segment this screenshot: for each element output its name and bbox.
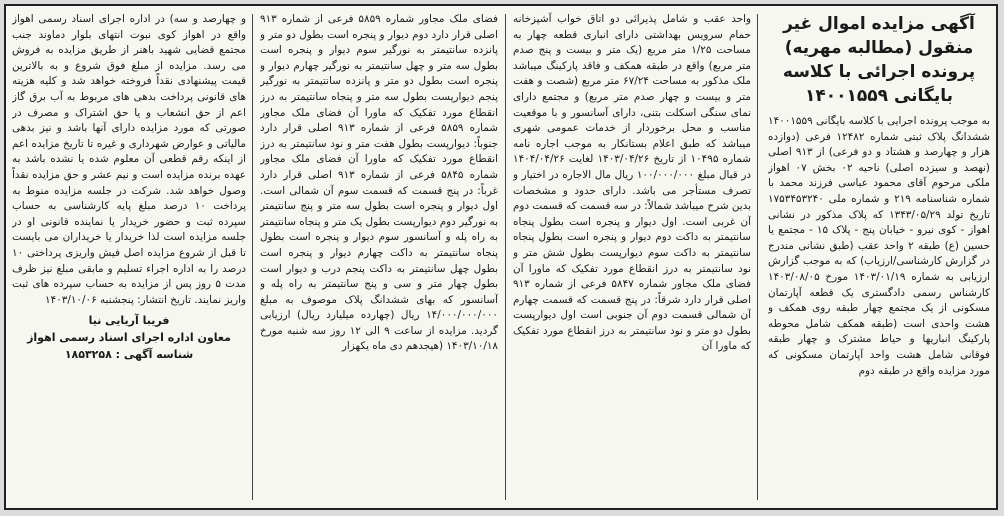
- column-3-text: فضای ملک مجاور شماره ۵۸۵۹ فرعی از شماره ۹۱۳ اصلی قرار دارد دوم دیوار و پنجره است بطول دو متر و پانزده سانتیمتر به نورگیر سوم دیوار و پنجره است بطول سه متر و چهل سانتیمتر به نورگیر چهارم دیوار و پنجره است بطول دو متر و پانزده سانتیمتر به نورگیر پنجم دیوارپست بطول سه متر و پنجاه سانتیمتر به درز انقطاع مورد تفکیک که ماورا آن فضای ملک مجاور شماره ۵۸۵۹ فرعی از شماره ۹۱۳ اصلی قرار دارد جنوباً: دیوارپست بطول هفت متر و نود سانتیمتر به درز انقطاع مورد تفکیک که ماورا آن فضای ملک مجاور شماره ۵۸۴۵ فرعی از شماره ۹۱۳ اصلی قرار دارد غرباً: در پنج قسمت که قسمت سوم آن شمالی است. اول دیوار و پنجره است بطول سه متر و پنج سانتیمتر به نورگیر دوم دیوارپست بطول یک متر و پنجاه سانتیمتر به راه پله و آسانسور سوم دیوار و پنجره است بطول پنجاه سانتیمتر به داکت چهارم دیوار و پنجره است بطول چهل سانتیمتر به داکت پنجم درب و دیوار است بطول چهار متر و سی و پنج سانتیمتر به راه پله و آسانسور که بهای ششدانگ پلاک موصوف به مبلغ ۱۴/۰۰۰/۰۰۰/۰۰۰ ریال (چهارده میلیارد ریال) ارزیابی گردید. مزایده از ساعت ۹ الی ۱۲ روز سه شنبه مورخ ۱۴۰۳/۱۰/۱۸ (هیجدهم دی ماه یکهزار: [260, 13, 498, 353]
- signer-title: معاون اداره اجرای اسناد رسمی اهواز: [27, 331, 231, 345]
- auction-notice: [4, 4, 998, 510]
- column-4-text: و چهارصد و سه) در اداره اجرای اسناد رسمی اهواز واقع در اهواز کوی نبوت انتهای بلوار دماوند جنب مجتمع قضایی شهید باهنر از طریق مزایده به فروش می رسد. مزایده از مبلغ فوق شروع و به بالاترین قیمت پیشنهادی نقداً فروخته خواهد شد و کلیه هزینه های قانونی پرداخت بدهی های مربوط به آب برق گاز اعم از حق انشعاب و یا حق اشتراک و مصرف در صورتی که مورد مزایده دارای آنها باشد و نیز بدهی مالیاتی و عوارض شهرداری و غیره تا تاریخ مزایده اعم از اینکه رقم قطعی آن معلوم شده یا نشده باشد به عهده برنده مزایده است و نیم عشر و حق مزایده نقداً وصول خواهد شد. شرکت در جلسه مزایده منوط به پرداخت ۱۰ درصد مبلغ پایه کارشناسی به حساب سپرده ثبت و حضور خریدار یا نماینده قانونی او در جلسه مزایده است لذا خریدار یا خریداران می بایست تا قبل از شروع مزایده اصل فیش واریزی پرداختی ۱۰ درصد را به اداره اجراء تسلیم و مابقی مبلغ نیز ظرف مدت ۵ روز پس از مزایده به حساب سپرده های ثبت واریز نمایند. تاریخ انتشار: پنجشنبه ۱۴۰۳/۱۰/۰۶: [12, 13, 246, 306]
- ad-id: شناسه آگهی : ۱۸۵۳۲۵۸: [64, 348, 194, 362]
- column-1: [768, 12, 990, 502]
- column-2-text: واحد عقب و شامل پذیرائی دو اتاق خواب آشپزخانه حمام سرویس بهداشتی دارای انباری قطعه چهار به مساحت ۱/۲۵ متر مربع (یک متر و بیست و پنج صدم متر مربع) واقع در طبقه همکف و فاقد پارکینگ میباشد ملک مذکور به مساحت ۶۷/۲۴ متر مربع (شصت و هفت متر و بیست و چهار صدم متر مربع) و مجتمع دارای نمای سنگی اسکلت بتنی، دارای آسانسور و با موقعیت مناسب و محل برخوردار از خدمات عمومی شهری میباشد که طبق اعلام بستانکار به موجب اجاره نامه شماره ۱۰۴۹۵ از تاریخ ۱۴۰۳/۰۴/۲۶ لغایت ۱۴۰۴/۰۴/۲۶ در قبال مبلغ ۱۰۰/۰۰۰/۰۰۰ ریال مال الاجاره در اختیار و تصرف مستأجر می باشد. دارای حدود و مشخصات بدین شرح میباشد شمالاً: در سه قسمت که قسمت دوم آن غربی است. اول دیوار و پنجره است بطول پنجاه سانتیمتر به داکت دوم دیوار و پنجره است بطول پنجاه سانتیمتر به داکت سوم دیوارپست بطول شش متر و نود سانتیمتر به درز انقطاع مورد تفکیک که ماورا آن فضای ملک مجاور شماره ۵۸۴۷ فرعی از شماره ۹۱۳ اصلی قرار دارد شرقاً: در پنج قسمت که قسمت چهارم آن شمالی قسمت دوم آن جنوبی است اول دیوارپست بطول دو متر و نود سانتیمتر به درز انقطاع مورد تفکیک که ماورا آن: [513, 13, 751, 353]
- notice-title: آگهی مزایده اموال غیر منقول (مطالبه مهریه) پرونده اجرائی با کلاسه بایگانی ۱۴۰۰۱۵۵۹: [782, 14, 976, 106]
- column-divider: [757, 14, 758, 500]
- column-1-text: به موجب پرونده اجرایی با کلاسه بایگانی ۱۴۰۰۱۵۵۹ ششدانگ پلاک ثبتی شماره ۱۲۴۸۲ فرعی (دوازده هزار و چهارصد و هشتاد و دو فرعی) از ۹۱۳ اصلی (نهصد و سیزده اصلی) ناحیه ۰۲ بخش ۰۷ اهواز ملکی مرحوم آقای محمود عباسی فرزند محمد با شماره شناسنامه ۲۱۹ و شماره ملی ۱۷۵۳۴۵۳۲۴۰ تاریخ تولد ۱۳۴۳/۰۵/۲۹ که پلاک مذکور در نشانی اهواز - کوی نیرو - خیابان پنج - پلاک ۱۵ - مجتمع یا حسین (ع) طبقه ۲ واحد عقب (طبق نشانی مندرج در گزارش کارشناسی/ارزیاب) که به موجب گزارش ارزیابی به شماره ۱۴۰۳/۰۱/۱۹ مورخ ۱۴۰۳/۰۸/۰۵ کارشناس رسمی دادگستری یک قطعه آپارتمان مسکونی از یک مجتمع چهار طبقه روی همکف و هشت واحدی است (طبقه همکف شامل محوطه پارکینگ انباریها و حیاط مشترک و چهار طبقه فوقانی شامل هشت واحد آپارتمان مسکونی که مورد مزایده واقع در طبقه دوم: [768, 115, 990, 377]
- column-2: [513, 12, 751, 502]
- signature-block: [12, 312, 246, 363]
- column-divider: [505, 14, 506, 500]
- signer-name: فریبا آریایی نیا: [88, 314, 170, 328]
- column-4: [12, 12, 246, 502]
- column-divider: [252, 14, 253, 500]
- column-3: [260, 12, 498, 502]
